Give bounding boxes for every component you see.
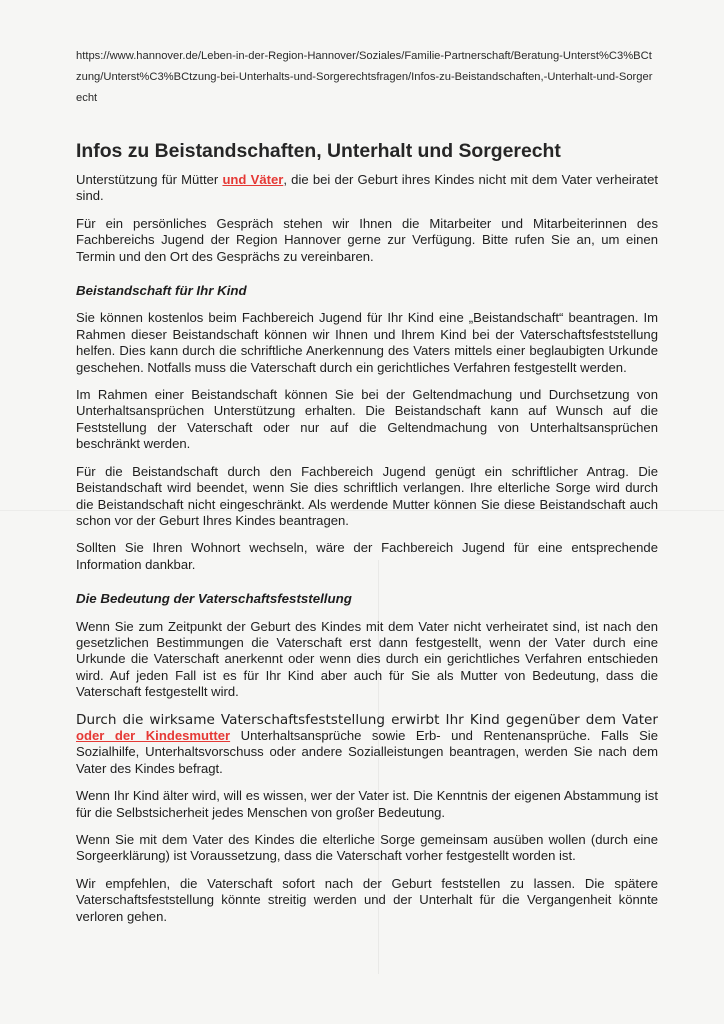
section2-paragraph-2: Durch die wirksame Vaterschaftsfeststellung erwirbt Ihr Kind gegenüber dem Vater oder der Kindesmutter Unterhaltsansprüche sowie Erb- und Rentenansprüche. Falls Sie Sozialhilfe, Unterhaltsvorschuss oder andere Sozialleistungen beantragen, werden Sie nach dem Vater des Kindes befragt. [76, 711, 658, 776]
document-body [76, 172, 658, 936]
section2-paragraph-5: Wir empfehlen, die Vaterschaft sofort nach der Geburt feststellen zu lassen. Die spätere Vaterschaftsfeststellung könnte streitig werden und der Unterhalt für die Vergangenheit könnte verloren gehen. [76, 875, 658, 924]
section2-paragraph-4: Wenn Sie mit dem Vater des Kindes die elterliche Sorge gemeinsam ausüben wollen (durch eine Sorgeerklärung) ist Voraussetzung, dass die Vaterschaft vorher festgestellt worden ist. [76, 832, 658, 864]
contact-paragraph: Für ein persönliches Gespräch stehen wir Ihnen die Mitarbeiter und Mitarbeiterinnen des Fachbereichs Jugend der Region Hannover gerne zur Verfügung. Bitte rufen Sie an, um einen Termin und den Ort des Gesprächs zu vereinbaren. [76, 215, 658, 264]
section-heading-beistandschaft: Beistandschaft für Ihr Kind [76, 283, 247, 299]
section1-paragraph-1: Sie können kostenlos beim Fachbereich Jugend für Ihr Kind eine „Beistandschaft“ beantragen. Im Rahmen dieser Beistandschaft können wir Ihnen und Ihrem Kind bei der Vaterschaftsfeststellung helfen. Dies kann durch die schriftliche Anerkennung des Vaters mittels einer beglaubigten Urkunde geschehen. Notfalls muss die Vaterschaft durch ein gerichtliches Verfahren festgestellt werden. [76, 310, 658, 375]
section1-paragraph-4: Sollten Sie Ihren Wohnort wechseln, wäre der Fachbereich Jugend für eine entsprechende Information dankbar. [76, 540, 658, 572]
highlight-fathers: und Väter [222, 172, 284, 187]
section2-paragraph-1: Wenn Sie zum Zeitpunkt der Geburt des Kindes mit dem Vater nicht verheiratet sind, ist nach den gesetzlichen Bestimmungen die Vaterschaft erst dann festgestellt, wenn der Vater durch eine Urkunde die Vaterschaft anerkennt oder wenn dies durch ein gerichtliches Verfahren entschieden wird. Auf jeden Fall ist es für Ihr Kind aber auch für Sie als Mutter von Bedeutung, dass die Vaterschaft festgestellt wird. [76, 618, 658, 700]
source-url: https://www.hannover.de/Leben-in-der-Region-Hannover/Soziales/Familie-Partnerschaft/Beratung-Unterst%C3%BCtzung/Unterst%C3%BCtzung-bei-Unterhalts-und-Sorgerechtsfragen/Infos-zu-Beistandschaften,-Unterhalt-und-Sorgerecht [76, 50, 653, 104]
section2-paragraph-3: Wenn Ihr Kind älter wird, will es wissen, wer der Vater ist. Die Kenntnis der eigenen Abstammung ist für die Selbstsicherheit jedes Menschen von großer Bedeutung. [76, 788, 658, 820]
section1-paragraph-3: Für die Beistandschaft durch den Fachbereich Jugend genügt ein schriftlicher Antrag. Die Beistandschaft wird beendet, wenn Sie dies schriftlich verlangen. Ihre elterliche Sorge wird durch die Beistandschaft nicht eingeschränkt. Als werdende Mutter können Sie diese Beistandschaft auch schon vor der Geburt Ihres Kindes beantragen. [76, 463, 658, 528]
highlight-mother: oder der Kindesmutter [76, 727, 231, 743]
section1-paragraph-2: Im Rahmen einer Beistandschaft können Sie bei der Geltendmachung und Durchsetzung von Unterhaltsansprüchen Unterstützung erhalten. Die Beistandschaft kann auf Wunsch auf die Feststellung der Vaterschaft oder nur auf die Geltendmachung von Unterhaltsansprüchen beschränkt werden. [76, 387, 658, 452]
intro-paragraph: Unterstützung für Mütter und Väter, die bei der Geburt ihres Kindes nicht mit dem Vater verheiratet sind. [76, 172, 658, 204]
page-title: Infos zu Beistandschaften, Unterhalt und Sorgerecht [76, 140, 561, 162]
section-heading-vaterschaft: Die Bedeutung der Vaterschaftsfeststellung [76, 591, 352, 607]
